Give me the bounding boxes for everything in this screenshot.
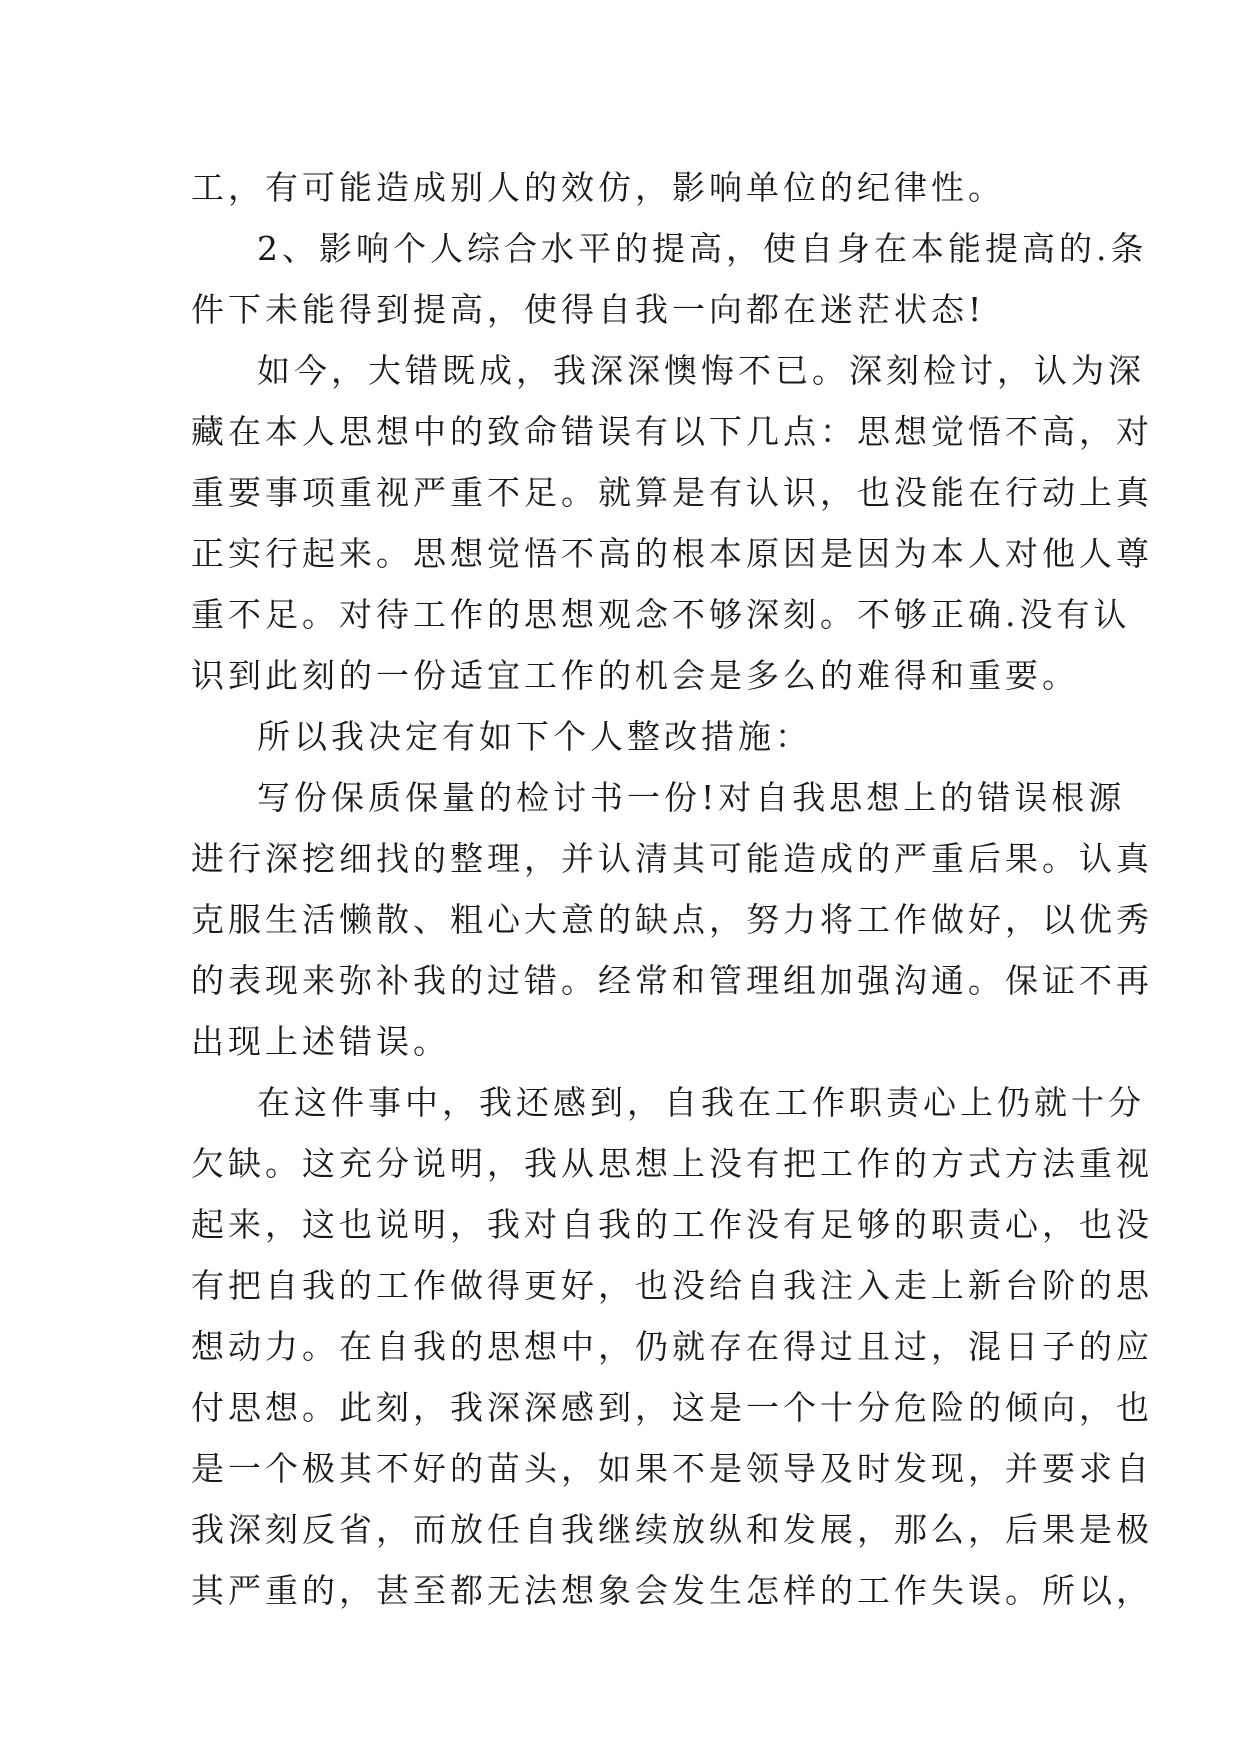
paragraph-start-line: 2、影响个人综合水平的提高，使自身在本能提高的.条 <box>257 229 1148 268</box>
text-line: 有把自我的工作做得更好，也没给自我注入走上新台阶的思 <box>191 1266 1153 1305</box>
text-line: 识到此刻的一份适宜工作的机会是多么的难得和重要。 <box>191 656 1079 695</box>
paragraph-start-line: 如今，大错既成，我深深懊悔不已。深刻检讨，认为深 <box>257 351 1145 390</box>
text-line: 重不足。对待工作的思想观念不够深刻。不够正确.没有认 <box>191 595 1131 634</box>
text-line: 付思想。此刻，我深深感到，这是一个十分危险的倾向，也 <box>191 1388 1153 1427</box>
text-line: 重要事项重视严重不足。就算是有认识，也没能在行动上真 <box>191 473 1153 512</box>
document-body <box>191 157 1153 1621</box>
text-line: 克服生活懒散、粗心大意的缺点，努力将工作做好，以优秀 <box>191 900 1153 939</box>
text-line: 藏在本人思想中的致命错误有以下几点：思想觉悟不高，对 <box>191 412 1153 451</box>
paragraph-start-line: 写份保质保量的检讨书一份!对自我思想上的错误根源 <box>257 778 1126 817</box>
text-line: 是一个极其不好的苗头，如果不是领导及时发现，并要求自 <box>191 1449 1153 1488</box>
text-line: 件下未能得到提高，使得自我一向都在迷茫状态! <box>191 290 986 329</box>
text-line: 起来，这也说明，我对自我的工作没有足够的职责心，也没 <box>191 1205 1153 1244</box>
text-line: 的表现来弥补我的过错。经常和管理组加强沟通。保证不再 <box>191 961 1153 1000</box>
paragraph-start-line: 所以我决定有如下个人整改措施： <box>257 717 812 756</box>
text-line: 欠缺。这充分说明，我从思想上没有把工作的方式方法重视 <box>191 1144 1153 1183</box>
text-line: 工，有可能造成别人的效仿，影响单位的纪律性。 <box>191 168 1005 207</box>
text-line: 正实行起来。思想觉悟不高的根本原因是因为本人对他人尊 <box>191 534 1153 573</box>
text-line: 出现上述错误。 <box>191 1022 450 1061</box>
paragraph-start-line: 在这件事中，我还感到，自我在工作职责心上仍就十分 <box>257 1083 1145 1122</box>
text-line: 我深刻反省，而放任自我继续放纵和发展，那么，后果是极 <box>191 1510 1153 1549</box>
text-line: 想动力。在自我的思想中，仍就存在得过且过，混日子的应 <box>191 1327 1153 1366</box>
text-line: 进行深挖细找的整理，并认清其可能造成的严重后果。认真 <box>191 839 1153 878</box>
text-line: 其严重的，甚至都无法想象会发生怎样的工作失误。所以， <box>191 1571 1153 1610</box>
